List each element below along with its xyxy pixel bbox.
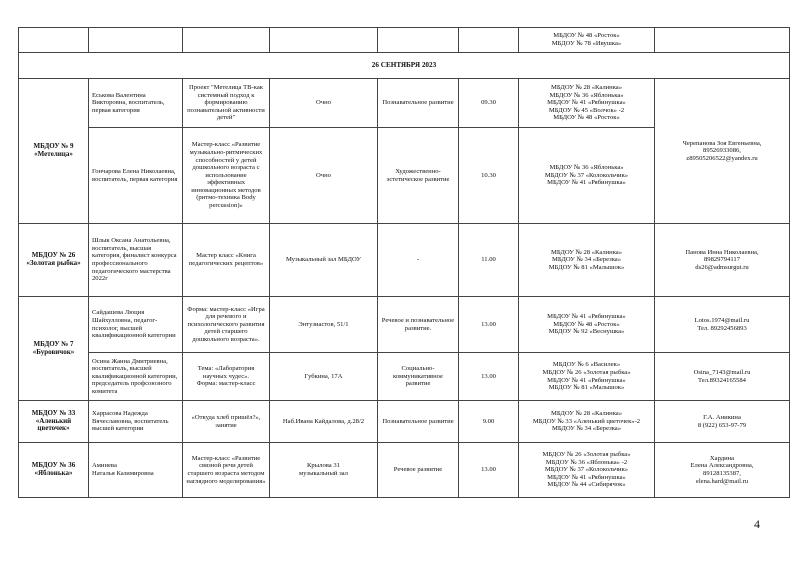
- name-cell: Осина Жанна Дмитриевна, воспитатель, высшей квалификационной категории, председатель профсоюзного комитета: [89, 353, 183, 401]
- area-cell: Познавательное развитие: [378, 79, 459, 128]
- groups-cell: МБДОУ № 41 «Рябинушка» МБДОУ № 48 «Росток» МБДОУ № 92 «Веснушка»: [519, 297, 655, 353]
- time-cell: 9.00: [459, 401, 519, 443]
- groups-cell: МБДОУ № 48 «Росток» МБДОУ № 78 «Ивушка»: [519, 28, 655, 53]
- schedule-table: [18, 27, 790, 498]
- time-cell: 13.00: [459, 297, 519, 353]
- contact-cell: Lotos.1974@mail.ru Тел. 89292456893: [655, 297, 790, 353]
- groups-cell: МБДОУ № 28 «Калинка» МБДОУ № 33 «Аленький цветочек»-2 МБДОУ № 34 «Березка»: [519, 401, 655, 443]
- name-cell: Гончарова Елена Николаевна, воспитатель, первая категория: [89, 128, 183, 224]
- org-cell: МБДОУ № 26 «Золотая рыбка»: [19, 224, 89, 297]
- name-cell: Шлык Оксана Анатольевна, воспитатель, высшая категория, финалист конкурса профессионального педагогического мастерства 2022г: [89, 224, 183, 297]
- contact-cell: Г.А. Аникина 8 (922) 653-97-79: [655, 401, 790, 443]
- table-row: [19, 224, 790, 297]
- table-row: [19, 28, 790, 53]
- time-cell: 09.30: [459, 79, 519, 128]
- area-cell: Речевое и познавательное развитие.: [378, 297, 459, 353]
- topic-cell: Мастер класс «Книга педагогических рецептов»: [183, 224, 270, 297]
- topic-cell: Тема: «Лаборатория научных чудес». Форма: мастер-класс: [183, 353, 270, 401]
- place-cell: Энтузиастов, 51/1: [270, 297, 378, 353]
- table-row: [19, 79, 790, 128]
- name-cell: Сайдашева Люция Шайхулловна, педагог-психолог, высшей квалификационной категории: [89, 297, 183, 353]
- time-cell: 13.00: [459, 443, 519, 498]
- area-cell: Речевое развитие: [378, 443, 459, 498]
- contact-cell: Черепанова Зоя Евгеньевна, 89526933086, z89505206522@yandex.ru: [655, 79, 790, 224]
- org-cell: МБДОУ № 9 «Метелица»: [19, 79, 89, 224]
- area-cell: Социально-коммуникативное развитие: [378, 353, 459, 401]
- contact-cell: Osina_7143@mail.ru Тел.89324165584: [655, 353, 790, 401]
- name-cell: Харрасова Надежда Вячеславовна, воспитатель высшей категории: [89, 401, 183, 443]
- org-cell: МБДОУ № 7 «Буровичок»: [19, 297, 89, 401]
- topic-cell: Мастер-класс «Развитие музыкально-ритмических способностей у детей дошкольного возраста с использование эффективных инновационных методов (ритмо-техника Body percussion)»: [183, 128, 270, 224]
- topic-cell: Форма: мастер-класс «Игра для речевого и психологического развития детей старшего дошкольного возраста».: [183, 297, 270, 353]
- area-cell: Познавательное развитие: [378, 401, 459, 443]
- date-row: [19, 53, 790, 79]
- groups-cell: МБДОУ № 36 «Яблонька» МБДОУ № 37 «Колокольчик» МБДОУ № 41 «Рябинушка»: [519, 128, 655, 224]
- name-cell: Аминева Наталья Казимировна: [89, 443, 183, 498]
- groups-cell: МБДОУ № 28 «Калинка» МБДОУ № 36 «Яблонька» МБДОУ № 41 «Рябинушка» МБДОУ № 45 «Волчок» -2 МБДОУ № 48 «Росток»: [519, 79, 655, 128]
- place-cell: Очно: [270, 79, 378, 128]
- groups-cell: МБДОУ № 28 «Калинка» МБДОУ № 34 «Березка» МБДОУ № 81 «Малышок»: [519, 224, 655, 297]
- area-cell: -: [378, 224, 459, 297]
- groups-cell: МБДОУ № 26 «Золотая рыбка» МБДОУ № 36 «Яблонька» -2 МБДОУ № 37 «Колокольчик» МБДОУ № 41 «Рябинушка» МБДОУ № 44 «Сибирячок»: [519, 443, 655, 498]
- place-cell: Крылова 31 музыкальный зал: [270, 443, 378, 498]
- place-cell: Губкина, 17А: [270, 353, 378, 401]
- date-header: 26 СЕНТЯБРЯ 2023: [19, 53, 790, 79]
- table-row: [19, 353, 790, 401]
- time-cell: 11.00: [459, 224, 519, 297]
- page-number: 4: [754, 517, 760, 531]
- place-cell: Музыкальный зал МБДОУ: [270, 224, 378, 297]
- org-cell: МБДОУ № 36 «Яблонька»: [19, 443, 89, 498]
- area-cell: Художественно-эстетическое развитие: [378, 128, 459, 224]
- time-cell: 13.00: [459, 353, 519, 401]
- org-cell: МБДОУ № 33 «Аленький цветочек»: [19, 401, 89, 443]
- table-row: [19, 443, 790, 498]
- topic-cell: Проект "Метелица ТВ-как системный подход к формированию познавательной активности детей": [183, 79, 270, 128]
- table-row: [19, 297, 790, 353]
- table-row: [19, 401, 790, 443]
- contact-cell: Хардина Елена Александровна, 89128135387, elena.hard@mail.ru: [655, 443, 790, 498]
- topic-cell: «Откуда хлеб пришёл?», занятие: [183, 401, 270, 443]
- topic-cell: Мастер-класс «Развитие связной речи детей старшего возраста методом наглядного моделирования»: [183, 443, 270, 498]
- place-cell: Наб.Ивана Кайдалова, д.28/2: [270, 401, 378, 443]
- groups-cell: МБДОУ № 6 «Василек» МБДОУ № 26 «Золотая рыбка» МБДОУ № 41 «Рябинушка» МБДОУ № 81 «Малышок»: [519, 353, 655, 401]
- name-cell: Еськова Валентина Викторовна, воспитатель, первая категория: [89, 79, 183, 128]
- place-cell: Очно: [270, 128, 378, 224]
- contact-cell: Панова Инна Николаевна, 89829794117 ds26@admsurgut.ru: [655, 224, 790, 297]
- time-cell: 10.30: [459, 128, 519, 224]
